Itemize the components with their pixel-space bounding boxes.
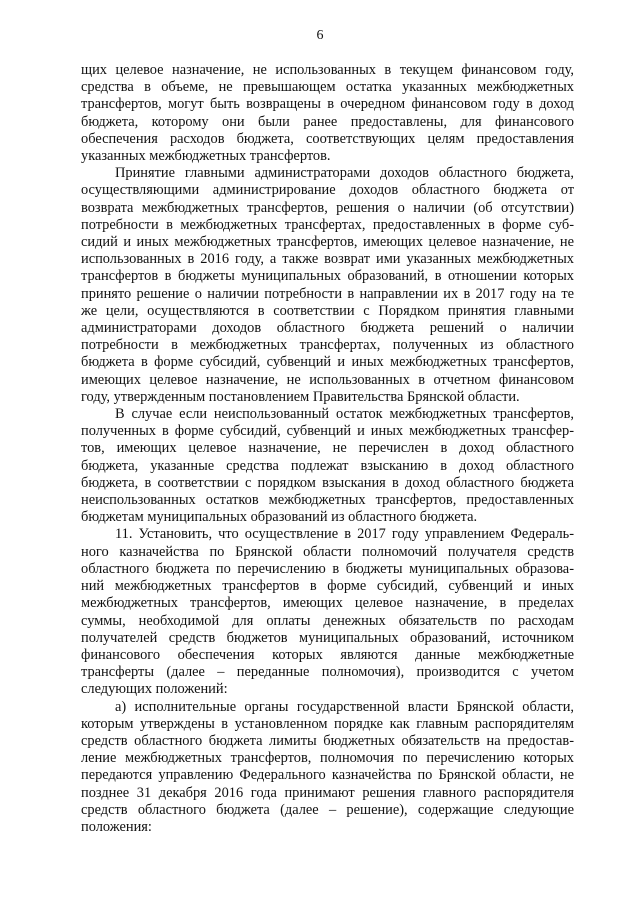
text-line: межбюджетных трансфертов, имеющих целевое назначение, в пределах [81,595,574,612]
text-line: 11. Установить, что осуществление в 2017 году управлением Федераль- [115,526,574,543]
paragraph [81,406,574,526]
text-line: средств областного бюджета лимиты бюджетных обязательств на предостав- [81,732,574,749]
document-body [81,62,574,836]
text-line: трансферты (далее – переданные полномочия), производится с учетом [81,664,574,681]
text-line: получателей средств бюджетов муниципальных образований, источником [81,629,574,646]
text-line: Принятие главными администраторами доходов областного бюджета, [115,165,574,182]
text-line: суммы, необходимой для оплаты денежных обязательств по расходам [81,612,574,629]
text-line: областного бюджета по перечислению в бюджеты муниципальных образова- [81,560,574,577]
text-line: передаются управлению Федерального казначейства по Брянской области, не [81,767,574,784]
paragraph [81,699,574,837]
text-line: В случае если неиспользованный остаток межбюджетных трансфертов, [115,406,574,423]
paragraph [81,62,574,165]
text-line: осуществляющими администрирование доходов областного бюджета от [81,182,574,199]
text-line: указанных межбюджетных трансфертов. [81,148,331,165]
text-line: бюджетам муниципальных образований из областного бюджета. [81,509,478,526]
text-line: возврата межбюджетных трансфертов, решения о наличии (об отсутствии) [81,199,574,216]
text-line: обеспечения расходов бюджета, соответствующих целям предоставления [81,130,574,147]
text-line: году, утвержденным постановлением Правительства Брянской области. [81,388,520,405]
text-line: следующих положений: [81,681,228,698]
paragraph [81,526,574,698]
text-line: позднее 31 декабря 2016 года принимают решения главного распорядителя [81,784,574,801]
text-line: а) исполнительные органы государственной власти Брянской области, [115,698,574,715]
text-line: средств областного бюджета (далее – решение), содержащие следующие [81,801,574,818]
text-line: принято решение о наличии потребности в направлении их в 2017 году на те [81,285,574,302]
text-line: тов, имеющих целевое назначение, не перечислен в доход областного [81,440,574,457]
text-line: бюджета в форме субсидий, субвенций и иных межбюджетных трансфертов, [81,354,574,371]
text-line: бюджета, которому они были ранее предоставлены, для финансового [81,113,574,130]
text-line: финансового обеспечения которых являются данные межбюджетные [81,646,574,663]
text-line: трансфертов в бюджеты муниципальных образований, в отношении которых [81,268,574,285]
page-number: 6 [316,28,324,43]
text-line: потребности в межбюджетных трансфертах, предоставленных в форме суб- [81,216,574,233]
text-line: полученных в форме субсидий, субвенций и иных межбюджетных трансфер- [81,423,574,440]
text-line: сидий и иных межбюджетных трансфертов, имеющих целевое назначение, не [81,234,574,251]
text-line: ний межбюджетных трансфертов в форме субсидий, субвенций и иных [81,578,574,595]
text-line: использованных в 2016 году, а также возврат ими указанных межбюджетных [81,251,574,268]
text-line: ление межбюджетных трансфертов, полномочия по перечислению которых [81,750,574,767]
text-line: бюджета, в соответствии с порядком взыскания в доход областного бюджета [81,474,574,491]
text-line: бюджета, указанные средства подлежат взысканию в доход областного [81,457,574,474]
text-line: имеющих целевое назначение, не использованных в отчетном финансовом [81,371,574,388]
text-line: потребности в межбюджетных трансфертах, полученных из областного [81,337,574,354]
text-line: же цели, осуществляются в соответствии с Порядком принятия главными [81,302,574,319]
text-line: ного казначейства по Брянской области полномочий получателя средств [81,543,574,560]
text-line: трансфертов, могут быть возвращены в очередном финансовом году в доход [81,96,574,113]
text-line: которым утверждены в установленном порядке как главным распорядителям [81,715,574,732]
text-line: неиспользованных остатков межбюджетных трансфертов, предоставленных [81,492,574,509]
text-line: положения: [81,818,152,835]
text-line: щих целевое назначение, не использованных в текущем финансовом году, [81,62,574,78]
text-line: средства в объеме, не превышающем остатка указанных межбюджетных [81,79,574,96]
text-line: администраторами доходов областного бюджета решений о наличии [81,320,574,337]
paragraph [81,165,574,406]
